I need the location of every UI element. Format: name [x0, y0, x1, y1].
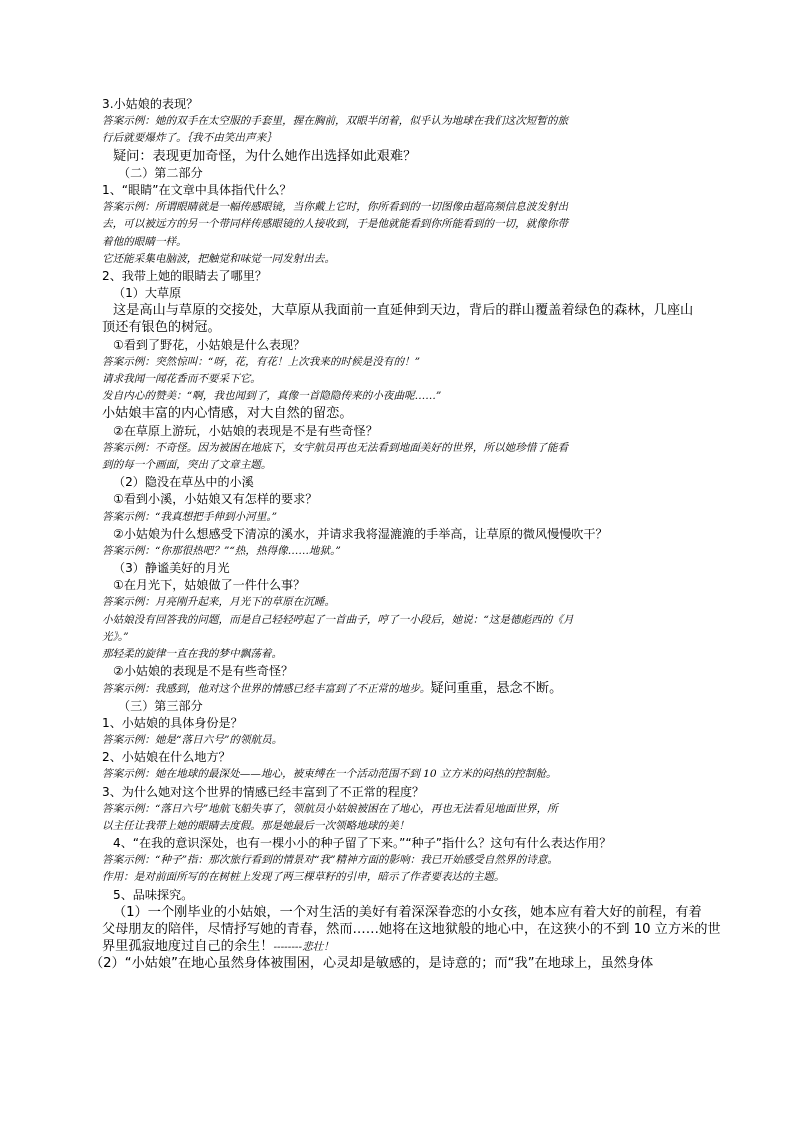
line-text: 1、小姑娘的具体身份是？ — [102, 715, 243, 730]
line-text: 答案示例：突然惊叫：“呀，花，有花！上次我来的时候是没有的！” — [102, 355, 421, 368]
line-text: 作用：是对前面所写的在树桩上发现了两三棵草籽的引申，暗示了作者要表达的主题。 — [102, 871, 505, 884]
text-line — [0, 130, 794, 147]
text-line — [0, 509, 794, 526]
line-text: 2、我带上她的眼睛去了哪里？ — [102, 268, 267, 283]
text-line — [0, 612, 794, 629]
text-line — [0, 680, 794, 697]
line-text: 答案示例：她的双手在太空服的手套里，握在胸前，双眼半闭着，似乎认为地球在我们这次短暂的旅 — [102, 115, 569, 128]
line-text: ②小姑娘的表现是不是有些奇怪？ — [113, 664, 294, 679]
line-text: 答案示例：“我真想把手伸到小河里。” — [102, 510, 278, 523]
line-text: ②在草原上游玩，小姑娘的表现是不是有些奇怪？ — [113, 423, 378, 438]
text-line — [0, 921, 794, 938]
line-text: 答案示例：“你那很热吧？”“热，热得像……地狱。” — [102, 544, 341, 557]
line-text: 2、小姑娘在什么地方？ — [102, 750, 231, 765]
line-text: ①在月光下，姑娘做了一件什么事？ — [113, 578, 306, 593]
text-line — [0, 113, 794, 130]
text-line — [0, 560, 794, 577]
line-text: （二）第二部分 — [118, 165, 203, 180]
text-line — [0, 234, 794, 251]
line-text: 3、为什么她对这个世界的情感已经丰富到了不正常的程度？ — [102, 784, 425, 799]
text-line — [0, 165, 794, 182]
text-line — [0, 371, 794, 388]
text-line — [0, 302, 794, 319]
text-line — [0, 148, 794, 165]
text-line — [0, 818, 794, 835]
line-text: 答案示例：“种子”指：那次旅行看到的情景对“我”精神方面的影响：我已开始感受自然界的诗意。 — [102, 854, 559, 867]
text-line — [0, 887, 794, 904]
line-text: ①看到了野花，小姑娘是什么表现？ — [113, 337, 306, 352]
line-text: 行后就要爆炸了。｛我不由笑出声来｝ — [102, 132, 277, 145]
line-text: 到的每一个画面，突出了文章主题。 — [102, 458, 272, 471]
text-line — [0, 491, 794, 508]
text-line — [0, 526, 794, 543]
line-text: （三）第三部分 — [118, 698, 203, 713]
text-line — [0, 749, 794, 766]
line-text: 它还能采集电脑波，把触觉和味觉一同发射出去。 — [102, 252, 336, 265]
line-text: ②小姑娘为什么想感受下清凉的溪水，并请求我将湿漉漉的手举高，让草原的微风慢慢吹干？ — [113, 526, 608, 541]
line-text: 1、“眼睛”在文章中具体指代什么？ — [102, 182, 292, 197]
line-text: 5、品味探究。 — [113, 887, 194, 902]
line-text: ①看到小溪，小姑娘又有怎样的要求？ — [113, 492, 318, 507]
line-text: 小姑娘没有回答我的问题，而是自己轻轻哼起了一首曲子，哼了一小段后，她说：“这是德彪西的《月 — [102, 613, 574, 626]
line-text: 答案示例：她是“落日六号”的领航员。 — [102, 733, 283, 746]
line-text: 答案示例：“落日六号”地航飞船失事了，领航员小姑娘被困在了地心，再也无法看见地面世界，所 — [102, 802, 558, 815]
line-text-emphasis: 疑问重重，悬念不断。 — [430, 681, 563, 697]
text-line — [0, 869, 794, 886]
text-line — [0, 646, 794, 663]
line-text: 小姑娘丰富的内心情感，对大自然的留恋。 — [102, 406, 353, 422]
text-line — [0, 474, 794, 491]
line-text: 父母朋友的陪伴，尽情抒写她的青春，然而……她将在这地狱般的地心中，在这狭小的不到 10 立方米的世 — [102, 922, 721, 937]
text-line — [0, 543, 794, 560]
line-text: 以主任让我带上她的眼睛去度假。那是她最后一次领略地球的美！ — [102, 819, 410, 832]
line-text: 答案示例：所谓眼睛就是一幅传感眼镜，当你戴上它时，你所看到的一切图像由超高频信息波发射出 — [102, 201, 569, 214]
line-text: 答案示例：我感到，他对这个世界的情感已经丰富到了不正常的地步。 — [102, 683, 431, 696]
line-text: （1）大草原 — [113, 286, 182, 301]
line-text: 发自内心的赞美：“啊，我也闻到了，真像一首隐隐传来的小夜曲呢……” — [102, 390, 442, 403]
text-line — [0, 698, 794, 715]
text-line — [0, 955, 794, 972]
text-line — [0, 354, 794, 371]
line-text: （3）静谧美好的月光 — [113, 561, 230, 576]
line-text: 顶还有银色的树冠。 — [102, 320, 221, 336]
text-line — [0, 423, 794, 440]
line-text: 答案示例：月亮刚升起来，月光下的草原在沉睡。 — [102, 596, 336, 609]
line-text: 3.小姑娘的表现？ — [102, 97, 199, 111]
text-line — [0, 216, 794, 233]
document-body — [0, 96, 794, 973]
line-text: 疑问：表现更加奇怪，为什么她作出选择如此艰难？ — [113, 148, 417, 164]
line-text-emphasis: --------悲壮！ — [273, 941, 334, 954]
text-line — [0, 663, 794, 680]
line-text: 答案示例：她在地球的最深处——地心，被束缚在一个活动范围不到 10 立方米的闷热的控制舱。 — [102, 768, 557, 781]
line-text: （1）一个刚毕业的小姑娘，一个对生活的美好有着深深眷恋的小女孩，她本应有着大好的前程，有着 — [113, 904, 702, 920]
text-line — [0, 732, 794, 749]
text-line — [0, 801, 794, 818]
text-line — [0, 96, 794, 113]
line-text: （2）“小姑娘”在地心虽然身体被围困，心灵却是敏感的，是诗意的；而“我”在地球上，虽然身体 — [90, 956, 654, 972]
text-line — [0, 199, 794, 216]
text-line — [0, 629, 794, 646]
text-line — [0, 904, 794, 921]
text-line — [0, 784, 794, 801]
text-line — [0, 337, 794, 354]
text-line — [0, 852, 794, 869]
line-text: 界里孤寂地度过自己的余生！ — [102, 939, 274, 955]
text-line — [0, 285, 794, 302]
text-line — [0, 319, 794, 336]
text-line — [0, 440, 794, 457]
text-line — [0, 835, 794, 852]
text-line — [0, 577, 794, 594]
line-text: 答案示例：不奇怪。因为被困在地底下，女宇航员再也无法看到地面美好的世界，所以她珍惜了能看 — [102, 441, 569, 454]
text-line — [0, 715, 794, 732]
line-text: （2）隐没在草丛中的小溪 — [113, 475, 254, 490]
line-text: 去，可以被远方的另一个带同样传感眼镜的人接收到，于是他就能看到你所能看到的一切，就像你带 — [102, 218, 569, 231]
text-line — [0, 938, 794, 955]
text-line — [0, 457, 794, 474]
text-line — [0, 251, 794, 268]
line-text: 4、“在我的意识深处，也有一棵小小的种子留了下来。”“种子”指什么？这句有什么表达作用？ — [113, 836, 612, 851]
text-line — [0, 405, 794, 422]
line-text: 着他的眼睛一样。 — [102, 235, 187, 248]
text-line — [0, 182, 794, 199]
line-text: 那轻柔的旋律一直在我的梦中飘荡着。 — [102, 648, 283, 660]
text-line — [0, 594, 794, 611]
text-line — [0, 766, 794, 783]
line-text: 这是高山与草原的交接处，大草原从我面前一直延伸到天边，背后的群山覆盖着绿色的森林，几座山 — [113, 303, 694, 319]
text-line — [0, 268, 794, 285]
line-text: 请求我闻一闻花香而不要采下它。 — [102, 373, 261, 385]
line-text: 光》。” — [102, 630, 129, 643]
text-line — [0, 388, 794, 405]
